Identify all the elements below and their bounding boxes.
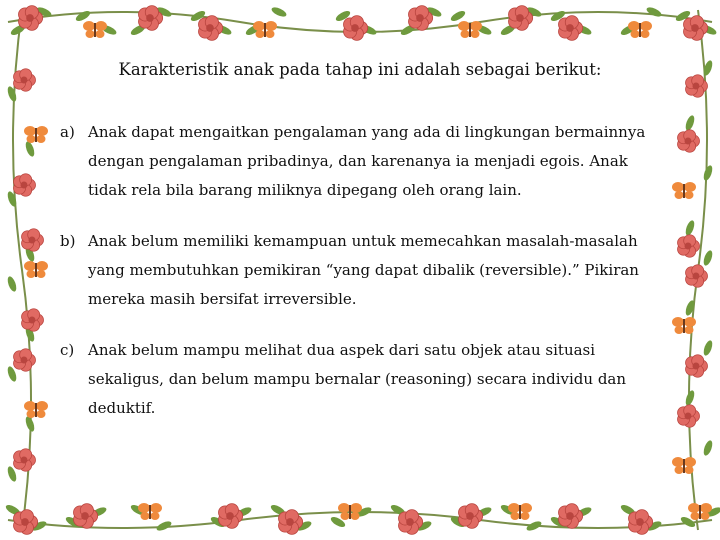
- flower-icon: [678, 405, 700, 427]
- list-marker: c): [60, 341, 75, 359]
- flower-icon: [344, 16, 368, 41]
- butterfly-icon: [672, 182, 696, 199]
- list-marker: a): [60, 123, 75, 141]
- flower-icon: [22, 229, 44, 251]
- flower-icon: [559, 16, 583, 41]
- flower-icon: [219, 504, 243, 529]
- butterfly-icon: [508, 503, 532, 520]
- list-item-b: [60, 227, 652, 314]
- butterfly-icon: [253, 21, 277, 38]
- flower-icon: [14, 349, 36, 371]
- flower-icon: [14, 449, 36, 471]
- list-item-a: [60, 118, 652, 205]
- leaf: [684, 219, 696, 236]
- flower-icon: [678, 130, 700, 152]
- leaf: [684, 389, 696, 406]
- list-item-text: Anak belum mampu melihat dua aspek dari satu objek atau situasi sekaligus, dan belum mampu bernalar (reasoning) secara individu dan deduktif.: [88, 341, 627, 417]
- list-item-text: Anak dapat mengaitkan pengalaman yang ada di lingkungan bermainnya dengan pengalaman pribadinya, dan karenanya ia menjadi egois. Anak tidak rela bila barang miliknya dipegang oleh orang lain.: [88, 123, 646, 199]
- butterfly-icon: [24, 126, 48, 143]
- flower-icon: [459, 504, 483, 529]
- leaf: [449, 9, 466, 23]
- flower-icon: [22, 309, 44, 331]
- slide-title: Karakteristik anak pada tahap ini adalah sebagai berikut:: [118, 60, 602, 79]
- leaf: [684, 114, 696, 131]
- butterfly-icon: [458, 21, 482, 38]
- flower-icon: [684, 16, 708, 41]
- butterfly-icon: [628, 21, 652, 38]
- butterfly-icon: [672, 317, 696, 334]
- leaf: [702, 339, 714, 356]
- butterfly-icon: [138, 503, 162, 520]
- list-marker: b): [60, 232, 76, 250]
- leaf: [74, 9, 91, 23]
- butterfly-icon: [83, 21, 107, 38]
- butterfly-icon: [24, 401, 48, 418]
- leaf: [702, 164, 714, 181]
- characteristics-list: [60, 118, 652, 445]
- butterfly-icon: [338, 503, 362, 520]
- flower-icon: [14, 174, 36, 196]
- leaf: [6, 275, 18, 292]
- leaf: [645, 5, 662, 18]
- butterfly-icon: [688, 503, 712, 520]
- flower-icon: [678, 235, 700, 257]
- flower-icon: [686, 265, 708, 287]
- leaf: [270, 5, 287, 18]
- leaf: [702, 439, 714, 456]
- flower-icon: [559, 504, 583, 529]
- butterfly-icon: [24, 261, 48, 278]
- flower-icon: [74, 504, 98, 529]
- flower-icon: [629, 510, 653, 535]
- flower-icon: [686, 355, 708, 377]
- list-item-text: Anak belum memiliki kemampuan untuk memecahkan masalah-masalah yang membutuhkan pemikiran “yang dapat dibalik (reversible).” Pikiran mereka masih bersifat irreversible.: [88, 232, 639, 308]
- butterfly-icon: [672, 457, 696, 474]
- leaf: [702, 249, 714, 266]
- flower-icon: [14, 510, 38, 535]
- list-item-c: [60, 336, 652, 423]
